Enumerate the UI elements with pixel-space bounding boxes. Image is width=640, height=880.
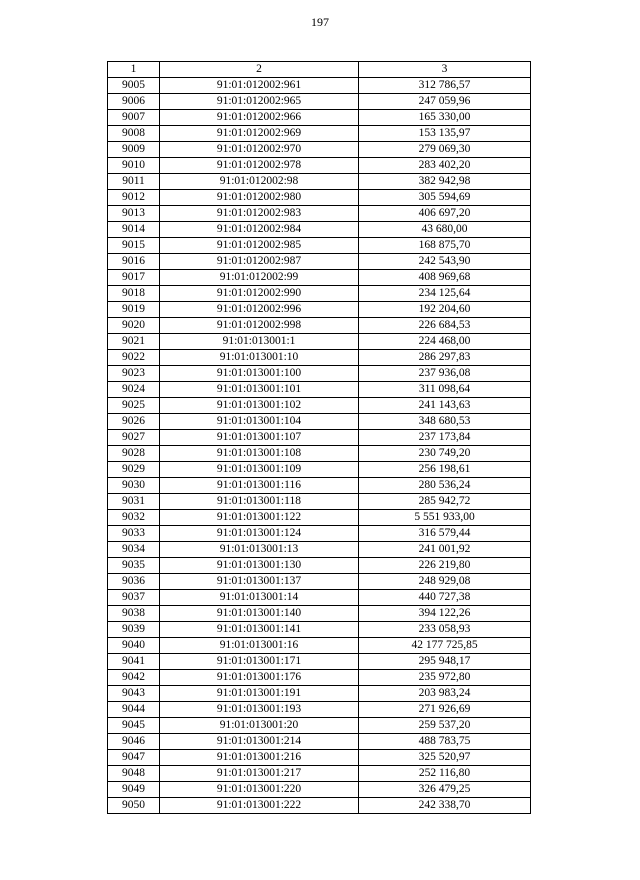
value-cell: 237 936,08 <box>359 366 531 382</box>
row-index-cell: 9018 <box>108 286 160 302</box>
value-cell: 271 926,69 <box>359 702 531 718</box>
table-row <box>108 574 531 590</box>
row-index-cell: 9024 <box>108 382 160 398</box>
value-cell: 230 749,20 <box>359 446 531 462</box>
table-row <box>108 286 531 302</box>
row-index-cell: 9043 <box>108 686 160 702</box>
table-row <box>108 686 531 702</box>
column-header-value: 3 <box>359 62 531 78</box>
value-cell: 348 680,53 <box>359 414 531 430</box>
row-index-cell: 9044 <box>108 702 160 718</box>
page-number: 197 <box>311 15 329 29</box>
table-row <box>108 302 531 318</box>
row-index-cell: 9048 <box>108 766 160 782</box>
table-row <box>108 446 531 462</box>
row-index-cell: 9023 <box>108 366 160 382</box>
value-cell: 168 875,70 <box>359 238 531 254</box>
table-row <box>108 590 531 606</box>
table-row <box>108 622 531 638</box>
cadastral-number-cell: 91:01:012002:969 <box>160 126 359 142</box>
value-cell: 252 116,80 <box>359 766 531 782</box>
row-index-cell: 9039 <box>108 622 160 638</box>
cadastral-number-cell: 91:01:013001:140 <box>160 606 359 622</box>
table-row <box>108 206 531 222</box>
row-index-cell: 9050 <box>108 798 160 814</box>
cadastral-number-cell: 91:01:013001:20 <box>160 718 359 734</box>
cadastral-number-cell: 91:01:013001:124 <box>160 526 359 542</box>
value-cell: 280 536,24 <box>359 478 531 494</box>
value-cell: 325 520,97 <box>359 750 531 766</box>
value-cell: 394 122,26 <box>359 606 531 622</box>
value-cell: 488 783,75 <box>359 734 531 750</box>
cadastral-number-cell: 91:01:013001:104 <box>160 414 359 430</box>
value-cell: 192 204,60 <box>359 302 531 318</box>
row-index-cell: 9015 <box>108 238 160 254</box>
row-index-cell: 9020 <box>108 318 160 334</box>
cadastral-number-cell: 91:01:013001:217 <box>160 766 359 782</box>
row-index-cell: 9028 <box>108 446 160 462</box>
table-row <box>108 510 531 526</box>
table-row <box>108 190 531 206</box>
value-cell: 241 001,92 <box>359 542 531 558</box>
cadastral-number-cell: 91:01:012002:98 <box>160 174 359 190</box>
table-row <box>108 174 531 190</box>
cadastral-number-cell: 91:01:012002:970 <box>160 142 359 158</box>
cadastral-number-cell: 91:01:013001:13 <box>160 542 359 558</box>
table-row <box>108 606 531 622</box>
row-index-cell: 9034 <box>108 542 160 558</box>
cadastral-number-cell: 91:01:012002:996 <box>160 302 359 318</box>
table-row <box>108 734 531 750</box>
value-cell: 165 330,00 <box>359 110 531 126</box>
table-row <box>108 638 531 654</box>
value-cell: 242 543,90 <box>359 254 531 270</box>
table-row <box>108 478 531 494</box>
value-cell: 312 786,57 <box>359 78 531 94</box>
value-cell: 233 058,93 <box>359 622 531 638</box>
row-index-cell: 9035 <box>108 558 160 574</box>
cadastral-number-cell: 91:01:012002:983 <box>160 206 359 222</box>
row-index-cell: 9036 <box>108 574 160 590</box>
table-body <box>108 78 531 814</box>
value-cell: 5 551 933,00 <box>359 510 531 526</box>
cadastral-number-cell: 91:01:013001:109 <box>160 462 359 478</box>
cadastral-value-table <box>107 61 531 814</box>
value-cell: 248 929,08 <box>359 574 531 590</box>
cadastral-number-cell: 91:01:013001:130 <box>160 558 359 574</box>
row-index-cell: 9013 <box>108 206 160 222</box>
cadastral-number-cell: 91:01:013001:102 <box>160 398 359 414</box>
cadastral-number-cell: 91:01:013001:176 <box>160 670 359 686</box>
value-cell: 408 969,68 <box>359 270 531 286</box>
cadastral-number-cell: 91:01:013001:137 <box>160 574 359 590</box>
cadastral-number-cell: 91:01:013001:1 <box>160 334 359 350</box>
value-cell: 440 727,38 <box>359 590 531 606</box>
table-row <box>108 670 531 686</box>
value-cell: 224 468,00 <box>359 334 531 350</box>
row-index-cell: 9042 <box>108 670 160 686</box>
row-index-cell: 9049 <box>108 782 160 798</box>
column-header-index: 1 <box>108 62 160 78</box>
table-row <box>108 494 531 510</box>
cadastral-number-cell: 91:01:013001:216 <box>160 750 359 766</box>
table-row <box>108 526 531 542</box>
cadastral-number-cell: 91:01:013001:14 <box>160 590 359 606</box>
row-index-cell: 9008 <box>108 126 160 142</box>
table-row <box>108 718 531 734</box>
row-index-cell: 9026 <box>108 414 160 430</box>
value-cell: 242 338,70 <box>359 798 531 814</box>
cadastral-number-cell: 91:01:013001:107 <box>160 430 359 446</box>
cadastral-number-cell: 91:01:012002:990 <box>160 286 359 302</box>
value-cell: 295 948,17 <box>359 654 531 670</box>
row-index-cell: 9032 <box>108 510 160 526</box>
cadastral-number-cell: 91:01:013001:193 <box>160 702 359 718</box>
value-cell: 326 479,25 <box>359 782 531 798</box>
cadastral-number-cell: 91:01:012002:980 <box>160 190 359 206</box>
table-row <box>108 78 531 94</box>
cadastral-number-cell: 91:01:013001:191 <box>160 686 359 702</box>
value-cell: 226 219,80 <box>359 558 531 574</box>
row-index-cell: 9037 <box>108 590 160 606</box>
value-cell: 241 143,63 <box>359 398 531 414</box>
table-row <box>108 94 531 110</box>
cadastral-number-cell: 91:01:013001:141 <box>160 622 359 638</box>
cadastral-number-cell: 91:01:012002:984 <box>160 222 359 238</box>
table-row <box>108 558 531 574</box>
table-row <box>108 782 531 798</box>
value-cell: 259 537,20 <box>359 718 531 734</box>
value-cell: 235 972,80 <box>359 670 531 686</box>
row-index-cell: 9019 <box>108 302 160 318</box>
table-row <box>108 702 531 718</box>
value-cell: 153 135,97 <box>359 126 531 142</box>
value-cell: 406 697,20 <box>359 206 531 222</box>
row-index-cell: 9012 <box>108 190 160 206</box>
table-row <box>108 158 531 174</box>
cadastral-number-cell: 91:01:013001:116 <box>160 478 359 494</box>
row-index-cell: 9047 <box>108 750 160 766</box>
cadastral-number-cell: 91:01:013001:214 <box>160 734 359 750</box>
cadastral-number-cell: 91:01:012002:998 <box>160 318 359 334</box>
cadastral-number-cell: 91:01:013001:100 <box>160 366 359 382</box>
table-row <box>108 126 531 142</box>
value-cell: 42 177 725,85 <box>359 638 531 654</box>
row-index-cell: 9029 <box>108 462 160 478</box>
column-header-cadastral-number: 2 <box>160 62 359 78</box>
row-index-cell: 9031 <box>108 494 160 510</box>
table-row <box>108 766 531 782</box>
cadastral-number-cell: 91:01:012002:966 <box>160 110 359 126</box>
value-cell: 283 402,20 <box>359 158 531 174</box>
table-row <box>108 222 531 238</box>
value-cell: 237 173,84 <box>359 430 531 446</box>
row-index-cell: 9016 <box>108 254 160 270</box>
cadastral-number-cell: 91:01:013001:16 <box>160 638 359 654</box>
value-cell: 286 297,83 <box>359 350 531 366</box>
table-row <box>108 414 531 430</box>
table-row <box>108 462 531 478</box>
cadastral-number-cell: 91:01:012002:978 <box>160 158 359 174</box>
table-row <box>108 318 531 334</box>
table-row <box>108 542 531 558</box>
value-cell: 234 125,64 <box>359 286 531 302</box>
value-cell: 247 059,96 <box>359 94 531 110</box>
cadastral-number-cell: 91:01:013001:122 <box>160 510 359 526</box>
row-index-cell: 9046 <box>108 734 160 750</box>
value-cell: 43 680,00 <box>359 222 531 238</box>
value-cell: 203 983,24 <box>359 686 531 702</box>
table-row <box>108 366 531 382</box>
row-index-cell: 9033 <box>108 526 160 542</box>
table-row <box>108 270 531 286</box>
value-cell: 311 098,64 <box>359 382 531 398</box>
row-index-cell: 9040 <box>108 638 160 654</box>
row-index-cell: 9027 <box>108 430 160 446</box>
row-index-cell: 9009 <box>108 142 160 158</box>
row-index-cell: 9017 <box>108 270 160 286</box>
cadastral-number-cell: 91:01:013001:220 <box>160 782 359 798</box>
cadastral-number-cell: 91:01:013001:118 <box>160 494 359 510</box>
table-row <box>108 398 531 414</box>
table-row <box>108 350 531 366</box>
cadastral-number-cell: 91:01:012002:987 <box>160 254 359 270</box>
row-index-cell: 9038 <box>108 606 160 622</box>
value-cell: 256 198,61 <box>359 462 531 478</box>
cadastral-number-cell: 91:01:012002:961 <box>160 78 359 94</box>
table-header-row <box>108 62 531 78</box>
value-cell: 305 594,69 <box>359 190 531 206</box>
row-index-cell: 9005 <box>108 78 160 94</box>
table-row <box>108 382 531 398</box>
cadastral-number-cell: 91:01:013001:171 <box>160 654 359 670</box>
table-row <box>108 334 531 350</box>
row-index-cell: 9041 <box>108 654 160 670</box>
table-row <box>108 254 531 270</box>
table-row <box>108 750 531 766</box>
table-row <box>108 798 531 814</box>
row-index-cell: 9045 <box>108 718 160 734</box>
row-index-cell: 9030 <box>108 478 160 494</box>
cadastral-number-cell: 91:01:012002:99 <box>160 270 359 286</box>
value-cell: 279 069,30 <box>359 142 531 158</box>
table-row <box>108 142 531 158</box>
value-cell: 285 942,72 <box>359 494 531 510</box>
row-index-cell: 9025 <box>108 398 160 414</box>
row-index-cell: 9010 <box>108 158 160 174</box>
table-row <box>108 430 531 446</box>
cadastral-number-cell: 91:01:012002:985 <box>160 238 359 254</box>
value-cell: 382 942,98 <box>359 174 531 190</box>
value-cell: 226 684,53 <box>359 318 531 334</box>
table-row <box>108 238 531 254</box>
cadastral-number-cell: 91:01:013001:108 <box>160 446 359 462</box>
cadastral-number-cell: 91:01:013001:222 <box>160 798 359 814</box>
row-index-cell: 9014 <box>108 222 160 238</box>
row-index-cell: 9022 <box>108 350 160 366</box>
row-index-cell: 9021 <box>108 334 160 350</box>
row-index-cell: 9006 <box>108 94 160 110</box>
row-index-cell: 9007 <box>108 110 160 126</box>
table-row <box>108 110 531 126</box>
cadastral-number-cell: 91:01:013001:10 <box>160 350 359 366</box>
value-cell: 316 579,44 <box>359 526 531 542</box>
cadastral-number-cell: 91:01:013001:101 <box>160 382 359 398</box>
row-index-cell: 9011 <box>108 174 160 190</box>
cadastral-number-cell: 91:01:012002:965 <box>160 94 359 110</box>
table-row <box>108 654 531 670</box>
